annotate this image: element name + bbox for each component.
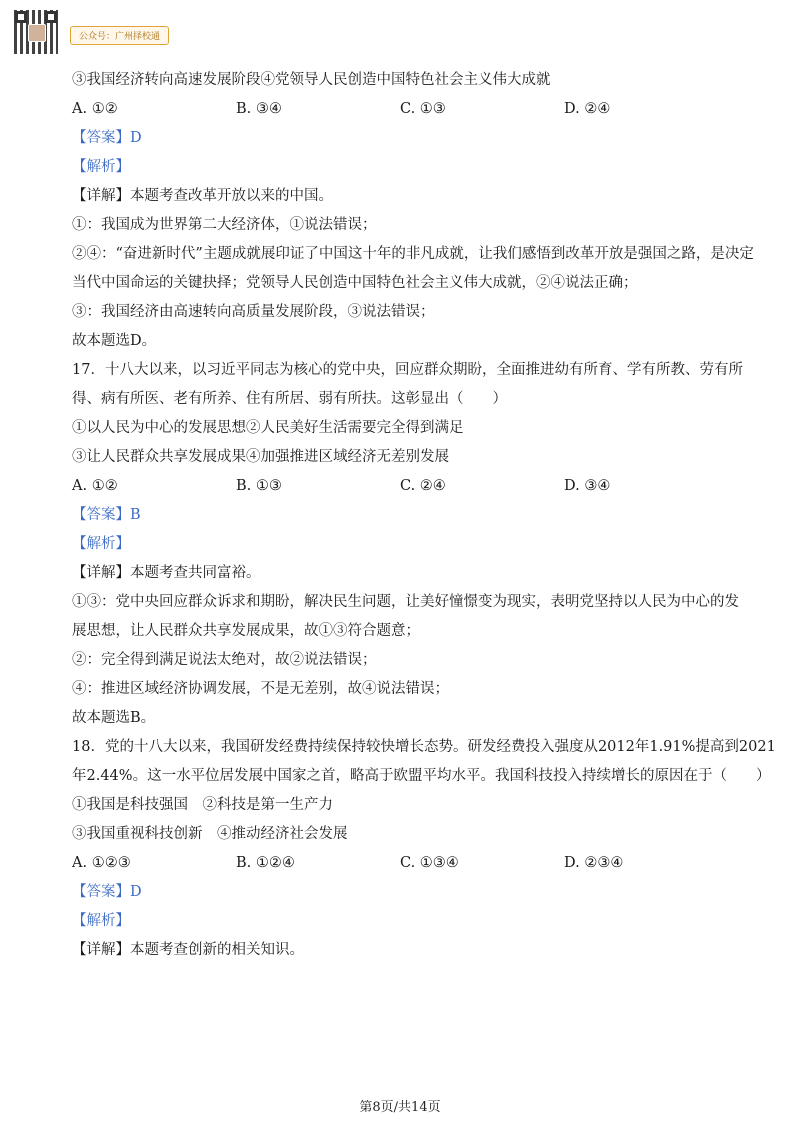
answer-options bbox=[72, 472, 732, 501]
text-line: 年2.44%。这一水平位居发展中国家之首，略高于欧盟平均水平。我国科技投入持续增长的原因在于（ ） bbox=[72, 768, 771, 784]
answer-label: 【答案】D bbox=[72, 884, 142, 900]
answer-option: B. ①②④ bbox=[236, 855, 295, 871]
answer-option: A. ①②③ bbox=[72, 855, 131, 871]
answer-option: A. ①② bbox=[72, 478, 118, 494]
answer-option: C. ①③ bbox=[400, 101, 446, 117]
answer-option: B. ①③ bbox=[236, 478, 282, 494]
avatar bbox=[28, 24, 46, 42]
text-line: ①③：党中央回应群众诉求和期盼，解决民生问题，让美好憧憬变为现实，表明党坚持以人民为中心的发 bbox=[72, 594, 739, 610]
answer-option: D. ②③④ bbox=[564, 855, 624, 871]
page-header bbox=[14, 10, 214, 56]
text-line: ①：我国成为世界第二大经济体，①说法错误； bbox=[72, 217, 377, 233]
text-line: 【详解】本题考查创新的相关知识。 bbox=[72, 942, 304, 958]
text-line: 故本题选B。 bbox=[72, 710, 156, 726]
text-line: ③我国重视科技创新 ④推动经济社会发展 bbox=[72, 826, 348, 842]
text-line: ③我国经济转向高速发展阶段④党领导人民创造中国特色社会主义伟大成就 bbox=[72, 72, 551, 88]
answer-options bbox=[72, 95, 732, 124]
text-line: 17．十八大以来，以习近平同志为核心的党中央，回应群众期盼，全面推进幼有所育、学有所教、劳有所 bbox=[72, 362, 743, 378]
answer-option: B. ③④ bbox=[236, 101, 282, 117]
text-line: 【详解】本题考查改革开放以来的中国。 bbox=[72, 188, 333, 204]
answer-label: 【解析】 bbox=[72, 536, 130, 552]
text-line: 18．党的十八大以来，我国研发经费持续保持较快增长态势。研发经费投入强度从2012年1.91%提高到2021 bbox=[72, 739, 776, 755]
answer-option: C. ②④ bbox=[400, 478, 446, 494]
text-line: ②：完全得到满足说法太绝对，故②说法错误； bbox=[72, 652, 377, 668]
page-number: 第8页/共14页 bbox=[359, 1100, 441, 1115]
text-line: ②④：“奋进新时代”主题成就展印证了中国这十年的非凡成就，让我们感悟到改革开放是强国之路，是决定 bbox=[72, 246, 754, 262]
text-line: ③让人民群众共享发展成果④加强推进区域经济无差别发展 bbox=[72, 449, 449, 465]
answer-label: 【答案】B bbox=[72, 507, 141, 523]
text-line: 故本题选D。 bbox=[72, 333, 157, 349]
answer-options bbox=[72, 849, 732, 878]
qr-code-icon bbox=[14, 10, 58, 54]
document-body bbox=[72, 66, 776, 965]
text-line: ①以人民为中心的发展思想②人民美好生活需要完全得到满足 bbox=[72, 420, 464, 436]
answer-option: D. ③④ bbox=[564, 478, 611, 494]
answer-label: 【解析】 bbox=[72, 159, 130, 175]
account-badge: 公众号：广州择校通 bbox=[70, 26, 169, 45]
answer-option: D. ②④ bbox=[564, 101, 611, 117]
answer-label: 【解析】 bbox=[72, 913, 130, 929]
text-line: 当代中国命运的关键抉择；党领导人民创造中国特色社会主义伟大成就，②④说法正确； bbox=[72, 275, 638, 291]
text-line: 【详解】本题考查共同富裕。 bbox=[72, 565, 261, 581]
text-line: 得、病有所医、老有所养、住有所居、弱有所扶。这彰显出（ ） bbox=[72, 391, 507, 407]
answer-option: C. ①③④ bbox=[400, 855, 459, 871]
text-line: ④：推进区域经济协调发展，不是无差别，故④说法错误； bbox=[72, 681, 449, 697]
text-line: 展思想，让人民群众共享发展成果，故①③符合题意； bbox=[72, 623, 420, 639]
text-line: ①我国是科技强国 ②科技是第一生产力 bbox=[72, 797, 333, 813]
text-line: ③：我国经济由高速转向高质量发展阶段，③说法错误； bbox=[72, 304, 435, 320]
answer-label: 【答案】D bbox=[72, 130, 142, 146]
answer-option: A. ①② bbox=[72, 101, 118, 117]
